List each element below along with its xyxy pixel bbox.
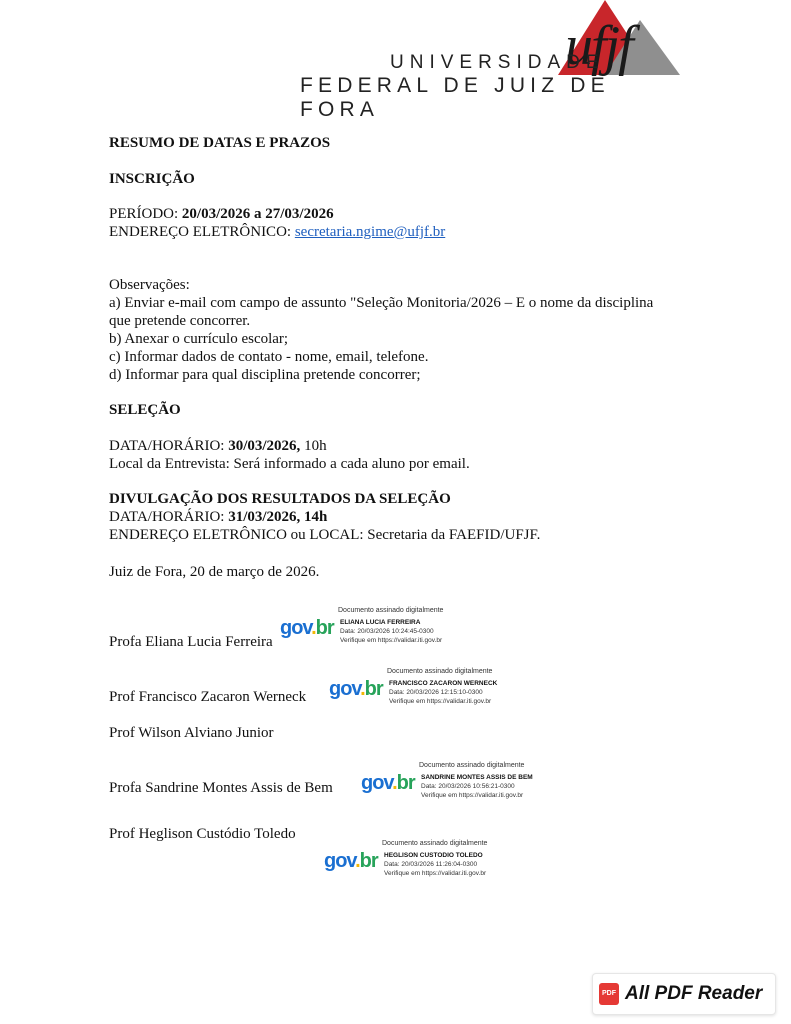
govbr-logo: gov.br	[329, 678, 383, 700]
obs-a-line2: que pretende concorrer.	[109, 313, 251, 329]
endereco-label: ENDEREÇO ELETRÔNICO:	[109, 224, 292, 240]
logo-mark: ufjf	[565, 15, 632, 77]
divulgacao-data-label: DATA/HORÁRIO:	[109, 509, 225, 525]
obs-c: c) Informar dados de contato - nome, email, telefone.	[109, 349, 429, 365]
obs-a-line1: a) Enviar e-mail com campo de assunto "Seleção Monitoria/2026 – E o nome da disciplina	[109, 295, 654, 311]
stamp-header: Documento assinado digitalmente	[338, 607, 444, 614]
periodo-label: PERÍODO:	[109, 206, 179, 222]
selecao-data-value: 30/03/2026,	[228, 438, 301, 454]
selecao-local: Local da Entrevista: Será informado a cada aluno por email.	[109, 456, 470, 472]
signature-stamp	[324, 840, 524, 884]
stamp-date: Data: 20/03/2026 11:26:04-0300	[384, 861, 478, 868]
stamp-verify: Verifique em https://validar.iti.gov.br	[340, 637, 443, 644]
periodo-value: 20/03/2026 a 27/03/2026	[181, 206, 334, 222]
stamp-verify: Verifique em https://validar.iti.gov.br	[421, 792, 524, 799]
observacoes-label: Observações:	[109, 277, 190, 293]
selecao-data-line	[109, 438, 327, 455]
doc-title: RESUMO DE DATAS E PRAZOS	[109, 135, 331, 151]
divulgacao-data-value: 31/03/2026, 14h	[228, 509, 328, 525]
signatory-name: Prof Francisco Zacaron Werneck	[109, 689, 307, 705]
email-link[interactable]: secretaria.ngime@ufjf.br	[294, 224, 446, 240]
stamp-verify: Verifique em https://validar.iti.gov.br	[389, 698, 492, 705]
signatory-name: Profa Sandrine Montes Assis de Bem	[109, 780, 333, 796]
logo-line-universidade: UNIVERSIDADE	[390, 52, 605, 73]
govbr-logo: gov.br	[324, 850, 378, 872]
ufjf-logo	[290, 0, 690, 121]
signature-stamp	[361, 762, 561, 806]
stamp-header: Documento assinado digitalmente	[387, 668, 493, 675]
selecao-heading: SELEÇÃO	[109, 402, 181, 418]
stamp-name: HEGLISON CUSTODIO TOLEDO	[384, 852, 483, 859]
stamp-name: SANDRINE MONTES ASSIS DE BEM	[421, 774, 533, 781]
selecao-hora: 10h	[304, 438, 327, 454]
selecao-data-label: DATA/HORÁRIO:	[109, 438, 225, 454]
all-pdf-reader-badge[interactable]	[592, 973, 776, 1015]
stamp-name: ELIANA LUCIA FERREIRA	[340, 619, 421, 626]
stamp-date: Data: 20/03/2026 10:56:21-0300	[421, 783, 515, 790]
inscricao-heading: INSCRIÇÃO	[109, 171, 195, 187]
stamp-header: Documento assinado digitalmente	[382, 840, 488, 847]
periodo-line	[109, 206, 334, 223]
signatory-name: Profa Eliana Lucia Ferreira	[109, 634, 273, 650]
govbr-logo: gov.br	[361, 772, 415, 794]
pdf-icon: PDF	[599, 983, 619, 1005]
badge-label: All PDF Reader	[625, 983, 763, 1004]
signature-stamp	[329, 668, 529, 712]
signatory-name: Prof Wilson Alviano Junior	[109, 725, 274, 741]
divulgacao-endereco: ENDEREÇO ELETRÔNICO ou LOCAL: Secretaria da FAEFID/UFJF.	[109, 527, 541, 543]
stamp-date: Data: 20/03/2026 10:24:45-0300	[340, 628, 434, 635]
signatory-name: Prof Heglison Custódio Toledo	[109, 826, 296, 842]
stamp-verify: Verifique em https://validar.iti.gov.br	[384, 870, 487, 877]
obs-b: b) Anexar o currículo escolar;	[109, 331, 289, 347]
obs-d: d) Informar para qual disciplina pretende concorrer;	[109, 367, 421, 383]
divulgacao-heading: DIVULGAÇÃO DOS RESULTADOS DA SELEÇÃO	[109, 491, 451, 507]
stamp-name: FRANCISCO ZACARON WERNECK	[389, 680, 498, 687]
place-date: Juiz de Fora, 20 de março de 2026.	[109, 564, 320, 580]
signature-stamp	[280, 607, 480, 651]
divulgacao-data-line	[109, 509, 327, 526]
stamp-date: Data: 20/03/2026 12:15:10-0300	[389, 689, 483, 696]
govbr-logo: gov.br	[280, 617, 334, 639]
stamp-header: Documento assinado digitalmente	[419, 762, 525, 769]
logo-line-federal: FEDERAL DE JUIZ DE FORA	[300, 74, 610, 121]
endereco-line	[109, 224, 445, 241]
